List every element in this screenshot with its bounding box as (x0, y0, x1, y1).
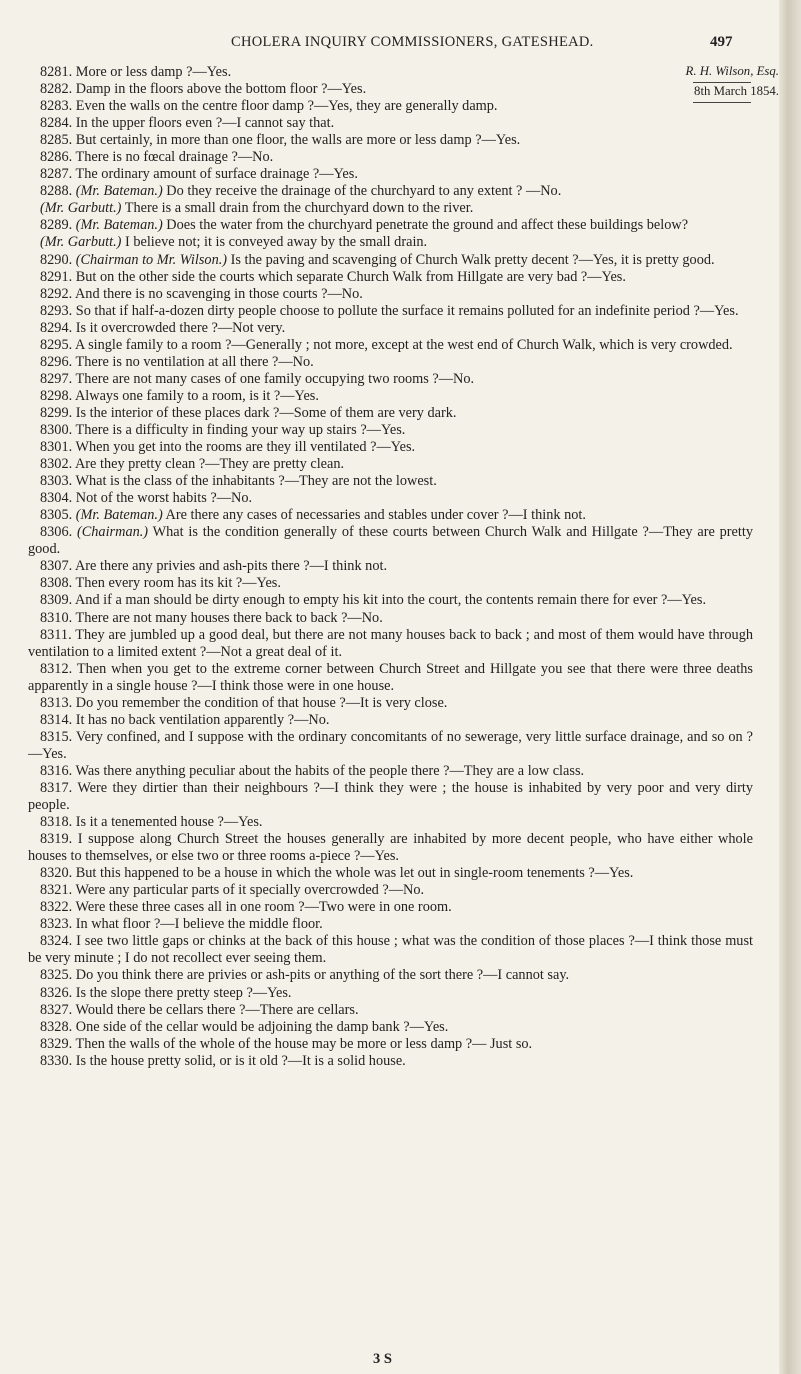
testimony-paragraph (28, 627, 753, 661)
question-answer-text: One side of the cellar would be adjoining the damp bank ?—Yes. (75, 1018, 449, 1035)
question-answer-text: Do you remember the condition of that house ?—It is very close. (75, 694, 448, 711)
question-answer-text: Were they dirtier than their neighbours ?—I think they were ; the house is inhabited by very poor and very dirty people. (28, 779, 753, 814)
question-number: 8317. (40, 779, 73, 796)
testimony-paragraph (28, 610, 753, 627)
question-number: 8313. (40, 694, 73, 711)
question-answer-text: A single family to a room ?—Generally ; not more, except at the west end of Church Walk, which is very crowded. (74, 336, 733, 353)
question-number: 8284. (40, 115, 73, 132)
testimony-paragraph (28, 252, 753, 269)
question-answer-text: There is a difficulty in finding your way up stairs ?—Yes. (75, 421, 406, 438)
question-answer-text: But this happened to be a house in which the whole was let out in single-room tenements ?—Yes. (75, 865, 634, 882)
signature-mark: 3 S (373, 1351, 392, 1367)
testimony-paragraph (28, 320, 753, 337)
testimony-paragraph (28, 899, 753, 916)
question-answer-text: Even the walls on the centre floor damp ?—Yes, they are generally damp. (75, 98, 498, 115)
question-answer-text: Was there anything peculiar about the habits of the people there ?—They are a low class. (75, 762, 585, 779)
testimony-paragraph (28, 456, 753, 473)
testimony-paragraph (28, 405, 753, 422)
question-answer-text: It has no back ventilation apparently ?—No. (75, 711, 330, 728)
testimony-paragraph (28, 1036, 753, 1053)
question-number: 8287. (40, 166, 73, 183)
testimony-paragraph (28, 558, 753, 575)
question-answer-text: Is the slope there pretty steep ?—Yes. (75, 984, 292, 1001)
question-number: 8325. (40, 967, 73, 984)
question-answer-text: What is the condition generally of these courts between Church Walk and Hillgate ?—They are pretty good. (28, 524, 753, 558)
question-number: 8319. (40, 831, 73, 848)
question-number: 8311. (40, 626, 72, 643)
question-answer-text: Always one family to a room, is it ?—Yes. (74, 387, 319, 404)
question-answer-text: There are not many cases of one family occupying two rooms ?—No. (75, 370, 475, 387)
testimony-paragraph (28, 592, 753, 609)
testimony-paragraph (28, 149, 753, 166)
question-number: 8300. (40, 421, 73, 438)
question-answer-text: Is the paving and scavenging of Church Walk pretty decent ?—Yes, it is pretty good. (230, 251, 715, 268)
testimony-paragraph (28, 388, 753, 405)
question-number: 8290. (40, 251, 73, 268)
question-number: 8323. (40, 916, 73, 933)
question-answer-text: Does the water from the churchyard penetrate the ground and affect these buildings below? (166, 217, 689, 234)
question-number: 8291. (40, 268, 73, 285)
testimony-paragraph (28, 490, 753, 507)
question-answer-text: In the upper floors even ?—I cannot say that. (75, 115, 335, 132)
question-number: 8303. (40, 473, 73, 490)
question-number: 8314. (40, 711, 73, 728)
question-answer-text: Is the interior of these places dark ?—Some of them are very dark. (75, 404, 457, 421)
question-answer-text: Would there be cellars there ?—There are cellars. (75, 1001, 359, 1018)
question-answer-text: But certainly, in more than one floor, the walls are more or less damp ?—Yes. (75, 132, 521, 149)
testimony-paragraph (28, 712, 753, 729)
question-number: 8298. (40, 387, 73, 404)
question-answer-text: What is the class of the inhabitants ?—They are not the lowest. (75, 473, 437, 490)
question-answer-text: In what floor ?—I believe the middle floor. (75, 916, 323, 933)
question-number: 8328. (40, 1018, 73, 1035)
question-answer-text: Then when you get to the extreme corner between Church Street and Hillgate you see that there were three deaths apparently in a single house ?—I think those were in one house. (28, 660, 753, 694)
question-answer-text: Are there any privies and ash-pits there ?—I think not. (74, 558, 388, 575)
question-number: 8289. (40, 217, 73, 234)
question-number: 8315. (40, 728, 73, 745)
testimony-paragraph (28, 166, 753, 183)
testimony-paragraph (28, 507, 753, 524)
question-answer-text: Not of the worst habits ?—No. (75, 490, 253, 507)
question-number: 8330. (40, 1052, 73, 1069)
question-number: 8286. (40, 149, 73, 166)
question-number: 8293. (40, 302, 73, 319)
testimony-paragraph (28, 1019, 753, 1036)
question-answer-text: The ordinary amount of surface drainage ?—Yes. (75, 166, 358, 183)
question-answer-text: They are jumbled up a good deal, but there are not many houses back to back ; and most of them would have through ventilation to a limited extent ?—Not a great deal of it. (28, 626, 753, 660)
question-answer-text: Then every room has its kit ?—Yes. (75, 575, 281, 592)
witness-name: R. H. Wilson, Esq. (685, 64, 779, 78)
testimony-paragraph (28, 695, 753, 712)
question-answer-text: I suppose along Church Street the houses generally are inhabited by more decent people, who have either whole houses to themselves, or else two or three rooms a-piece ?—Yes. (28, 831, 753, 865)
testimony-paragraph (28, 269, 753, 286)
testimony-paragraph (28, 132, 753, 149)
question-answer-text: So that if half-a-dozen dirty people choose to pollute the surface it remains polluted for an indefinite period ?—Yes. (75, 302, 739, 319)
testimony-paragraph (28, 115, 646, 132)
testimony-paragraph (28, 286, 753, 303)
question-number: 8312. (40, 660, 73, 677)
question-number: 8305. (40, 507, 73, 524)
question-number: 8310. (40, 609, 73, 626)
question-answer-text: Very confined, and I suppose with the ordinary concomitants of no sewerage, very little surface drainage, and so on ?—Yes. (28, 728, 753, 762)
question-answer-text: And there is no scavenging in those courts ?—No. (74, 285, 363, 302)
question-number: 8285. (40, 132, 73, 149)
question-number: 8306. (40, 524, 73, 541)
testimony-paragraph (28, 200, 753, 217)
testimony-paragraph (28, 865, 753, 882)
question-number: 8304. (40, 490, 73, 507)
question-number: 8308. (40, 575, 73, 592)
testimony-body (28, 64, 753, 1070)
question-number: 8301. (40, 439, 73, 456)
testimony-paragraph (28, 81, 646, 98)
question-number: 8302. (40, 456, 73, 473)
speaker-label: (Mr. Garbutt.) (40, 234, 122, 251)
question-answer-text: Is the house pretty solid, or is it old ?—It is a solid house. (75, 1052, 406, 1069)
speaker-label: (Chairman.) (76, 524, 149, 541)
testimony-paragraph (28, 814, 753, 831)
question-number: 8281. (40, 64, 73, 80)
speaker-label: (Chairman to Mr. Wilson.) (75, 251, 228, 268)
question-answer-text: I believe not; it is conveyed away by the small drain. (125, 234, 428, 251)
testimony-paragraph (28, 831, 753, 865)
testimony-paragraph (28, 661, 753, 695)
testimony-paragraph (28, 763, 753, 780)
testimony-paragraph (28, 967, 753, 984)
testimony-paragraph (28, 524, 753, 558)
question-answer-text: But on the other side the courts which separate Church Walk from Hillgate are very bad ?—Yes. (75, 268, 626, 285)
testimony-paragraph (28, 473, 753, 490)
question-answer-text: There is no ventilation at all there ?—No. (75, 353, 314, 370)
question-number: 8318. (40, 814, 73, 831)
question-number: 8324. (40, 933, 73, 950)
testimony-paragraph (28, 575, 753, 592)
question-number: 8296. (40, 353, 73, 370)
question-number: 8327. (40, 1001, 73, 1018)
question-number: 8294. (40, 319, 73, 336)
testimony-paragraph (28, 337, 753, 354)
question-number: 8283. (40, 98, 73, 115)
speaker-label: (Mr. Bateman.) (75, 183, 163, 200)
question-answer-text: And if a man should be dirty enough to empty his kit into the court, the contents remain there for ever ?—Yes. (74, 592, 707, 609)
question-answer-text: There is a small drain from the churchyard down to the river. (124, 200, 474, 217)
question-answer-text: Do you think there are privies or ash-pits or anything of the sort there ?—I cannot say. (75, 967, 570, 984)
testimony-paragraph (28, 354, 753, 371)
running-header (0, 34, 780, 54)
question-number: 8282. (40, 81, 73, 98)
testimony-paragraph (28, 1053, 753, 1070)
question-answer-text: Were these three cases all in one room ?—Two were in one room. (75, 899, 452, 916)
question-answer-text: More or less damp ?—Yes. (75, 64, 232, 80)
question-answer-text: There are not many houses there back to back ?—No. (75, 609, 383, 626)
header-title: CHOLERA INQUIRY COMMISSIONERS, GATESHEAD. (231, 34, 594, 50)
question-number: 8295. (40, 336, 73, 353)
page-binding-edge (779, 0, 801, 1374)
question-number: 8320. (40, 865, 73, 882)
speaker-label: (Mr. Bateman.) (75, 217, 163, 234)
question-number: 8307. (40, 558, 73, 575)
speaker-label: (Mr. Bateman.) (75, 507, 163, 524)
question-answer-text: Are there any cases of necessaries and stables under cover ?—I think not. (165, 507, 586, 524)
testimony-paragraph (28, 234, 753, 251)
question-answer-text: Is it a tenemented house ?—Yes. (75, 814, 263, 831)
question-answer-text: I see two little gaps or chinks at the back of this house ; what was the condition of those places ?—I think those must be very minute ; I do not recollect ever seeing them. (28, 933, 753, 967)
speaker-label: (Mr. Garbutt.) (40, 200, 122, 217)
question-answer-text: When you get into the rooms are they ill ventilated ?—Yes. (75, 439, 416, 456)
question-answer-text: Are they pretty clean ?—They are pretty clean. (74, 456, 345, 473)
question-number: 8321. (40, 882, 73, 899)
question-number: 8309. (40, 592, 73, 609)
page-number: 497 (710, 34, 733, 50)
question-number: 8322. (40, 899, 73, 916)
testimony-paragraph (28, 985, 753, 1002)
question-number: 8329. (40, 1035, 73, 1052)
question-answer-text: Then the walls of the whole of the house may be more or less damp ?— Just so. (75, 1035, 533, 1052)
testimony-paragraph (28, 916, 753, 933)
testimony-paragraph (28, 882, 753, 899)
testimony-paragraph (28, 1002, 753, 1019)
question-number: 8297. (40, 370, 73, 387)
testimony-paragraph (28, 183, 753, 200)
testimony-paragraph (28, 64, 646, 81)
testimony-paragraph (28, 371, 753, 388)
testimony-paragraph (28, 439, 753, 456)
testimony-paragraph (28, 98, 646, 115)
question-answer-text: Damp in the floors above the bottom floor ?—Yes. (75, 81, 367, 98)
testimony-paragraph (28, 729, 753, 763)
question-answer-text: Is it overcrowded there ?—Not very. (75, 319, 286, 336)
testimony-paragraph (28, 780, 753, 814)
question-answer-text: Do they receive the drainage of the churchyard to any extent ? —No. (166, 183, 562, 200)
question-number: 8316. (40, 762, 73, 779)
witness-date: 8th March 1854. (694, 84, 779, 98)
testimony-paragraph (28, 933, 753, 967)
question-number: 8326. (40, 984, 73, 1001)
question-answer-text: There is no fœcal drainage ?—No. (75, 149, 274, 166)
question-number: 8292. (40, 285, 73, 302)
question-number: 8299. (40, 404, 73, 421)
question-answer-text: Were any particular parts of it specially overcrowded ?—No. (75, 882, 425, 899)
testimony-paragraph (28, 217, 753, 234)
testimony-paragraph (28, 422, 753, 439)
testimony-paragraph (28, 303, 753, 320)
question-number: 8288. (40, 183, 73, 200)
